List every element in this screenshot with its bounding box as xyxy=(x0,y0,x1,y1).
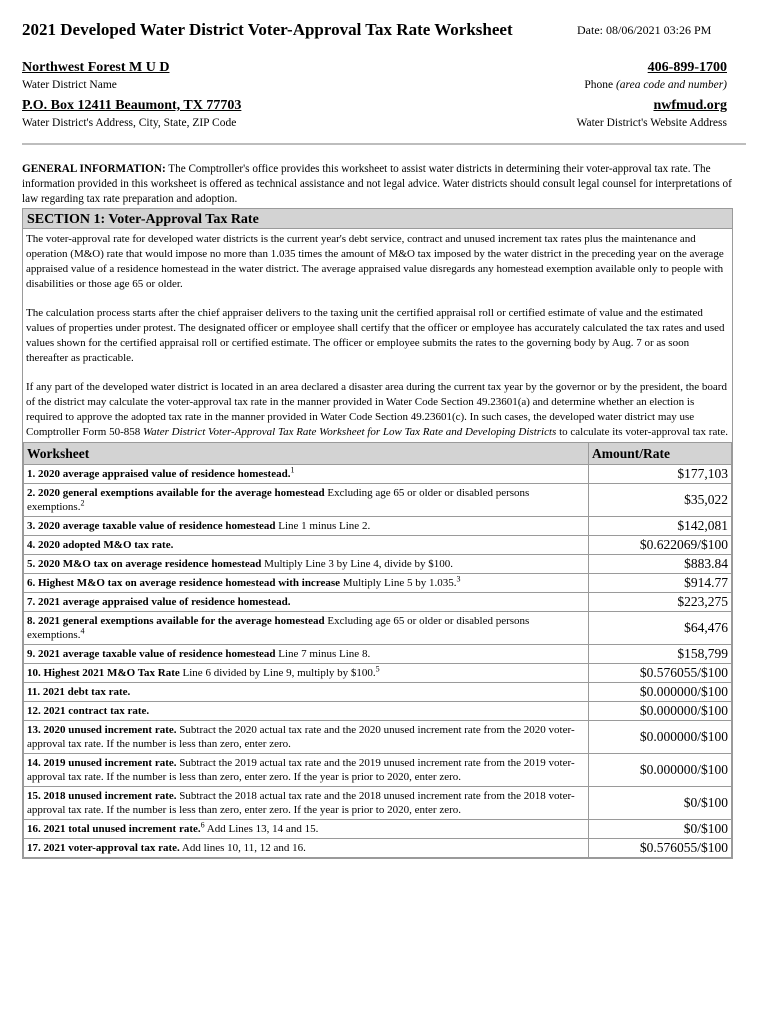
table-row xyxy=(24,555,732,574)
line-title: 6. Highest M&O tax on average residence homestead with increase xyxy=(27,577,341,589)
line-title: 12. 2021 contract tax rate. xyxy=(27,705,150,717)
line-instructions: Line 7 minus Line 8. xyxy=(275,648,371,660)
line-description xyxy=(24,536,589,555)
footnote-marker: 4 xyxy=(80,626,85,636)
district-website-block xyxy=(577,98,727,129)
line-amount: $177,103 xyxy=(589,465,732,484)
line-description xyxy=(24,517,589,536)
line-instructions: Line 6 divided by Line 9, multiply by $100. xyxy=(179,667,376,679)
line-instructions: Multiply Line 3 by Line 4, divide by $100. xyxy=(261,558,453,570)
section-1-paragraph-3: If any part of the developed water district is located in an area declared a disaster area during the current tax year by the governor or by the president, the board of the district may calculate the voter-approval tax rate in the manner provided in Water Code Section 49.23601(a) and determine whether an election is required to approve the adopted tax rate in the manner provided in Water Code Section 49.23601(c). In such cases, the developed water district may use Comptroller Form 50-858 Water District Voter-Approval Tax Rate Worksheet for Low Tax Rate and Developing Districts to calculate its voter-approval tax rate. xyxy=(26,381,729,438)
line-description xyxy=(24,555,589,574)
table-row xyxy=(24,612,732,645)
line-instructions: Add Lines 13, 14 and 15. xyxy=(204,823,319,835)
worksheet-column-header: Worksheet xyxy=(24,443,589,465)
table-row xyxy=(24,683,732,702)
page-title: 2021 Developed Water District Voter-Approval Tax Rate Worksheet xyxy=(22,20,513,39)
line-description xyxy=(24,721,589,754)
line-instructions: Line 1 minus Line 2. xyxy=(275,520,371,532)
district-name: Northwest Forest M U D xyxy=(22,60,170,75)
line-amount: $0.000000/$100 xyxy=(589,683,732,702)
line-description xyxy=(24,787,589,820)
line-description xyxy=(24,839,589,858)
table-row xyxy=(24,574,732,593)
district-address: P.O. Box 12411 Beaumont, TX 77703 xyxy=(22,98,242,113)
section-1-paragraph-2: The calculation process starts after the chief appraiser delivers to the taxing unit the certified appraisal roll or certified estimate of value and the estimated values of properties under protest. The designated officer or employee shall certify that the officer or employee has accurately calculated the tax rates and used values shown for the certified appraisal roll or certified estimate. The officer or employee submits the rates to the governing body by Aug. 7 or as soon thereafter as practicable. xyxy=(26,307,725,364)
line-title: 3. 2020 average taxable value of residence homestead xyxy=(27,520,276,532)
line-title: 15. 2018 unused increment rate. xyxy=(27,790,177,802)
line-amount: $64,476 xyxy=(589,612,732,645)
line-description xyxy=(24,754,589,787)
section-1 xyxy=(22,208,733,859)
line-description xyxy=(24,683,589,702)
line-amount: $914.77 xyxy=(589,574,732,593)
line-description xyxy=(24,664,589,683)
line-title: 11. 2021 debt tax rate. xyxy=(27,686,131,698)
table-row xyxy=(24,536,732,555)
district-phone-block xyxy=(584,60,727,91)
table-row xyxy=(24,664,732,683)
table-row xyxy=(24,820,732,839)
general-information-label: GENERAL INFORMATION: xyxy=(22,163,166,175)
district-address-block xyxy=(22,98,241,129)
line-amount: $0.622069/$100 xyxy=(589,536,732,555)
table-row xyxy=(24,484,732,517)
amount-column-header: Amount/Rate xyxy=(589,443,732,465)
worksheet-header-row xyxy=(24,443,732,465)
worksheet-rows xyxy=(24,465,732,858)
general-information-text: The Comptroller's office provides this worksheet to assist water districts in determining their voter-approval tax rate. The information provided in this worksheet is offered as technical assistance and not legal advice. Water districts should consult legal counsel for interpretations of law regarding tax rate preparation and adoption. xyxy=(22,163,732,205)
table-row xyxy=(24,465,732,484)
line-title: 14. 2019 unused increment rate. xyxy=(27,757,177,769)
line-description xyxy=(24,645,589,664)
line-amount: $35,022 xyxy=(589,484,732,517)
line-description xyxy=(24,612,589,645)
district-phone: 406-899-1700 xyxy=(647,60,727,75)
line-title: 10. Highest 2021 M&O Tax Rate xyxy=(27,667,180,679)
line-title: 4. 2020 adopted M&O tax rate. xyxy=(27,539,174,551)
line-amount: $0/$100 xyxy=(589,820,732,839)
line-amount: $0.000000/$100 xyxy=(589,702,732,721)
line-title: 7. 2021 average appraised value of residence homestead. xyxy=(27,596,291,608)
line-title: 8. 2021 general exemptions available for the average homestead xyxy=(27,615,325,627)
line-title: 5. 2020 M&O tax on average residence homestead xyxy=(27,558,262,570)
line-title: 9. 2021 average taxable value of residence homestead xyxy=(27,648,276,660)
line-title: 17. 2021 voter-approval tax rate. xyxy=(27,842,180,854)
table-row xyxy=(24,787,732,820)
section-1-title: SECTION 1: Voter-Approval Tax Rate xyxy=(23,209,732,229)
worksheet-table xyxy=(23,442,732,858)
line-amount: $223,275 xyxy=(589,593,732,612)
table-row xyxy=(24,702,732,721)
header-divider xyxy=(22,143,746,145)
district-phone-label: Phone (area code and number) xyxy=(584,79,727,91)
section-1-paragraph-1: The voter-approval rate for developed water districts is the current year's debt service, contract and unused increment tax rates plus the maintenance and operation (M&O) rate that would impose no more than 1.035 times the amount of M&O tax imposed by the water district in the preceding year on the average appraised value of a residence homestead in the water district. The average appraised value disregards any homestead exemption available only to people with disabilities or those age 65 or older. xyxy=(26,233,724,290)
line-description xyxy=(24,593,589,612)
line-description xyxy=(24,465,589,484)
line-description xyxy=(24,484,589,517)
footnote-marker: 3 xyxy=(456,574,461,584)
table-row xyxy=(24,721,732,754)
line-instructions: Multiply Line 5 by 1.035. xyxy=(340,577,457,589)
table-row xyxy=(24,839,732,858)
district-name-label: Water District Name xyxy=(22,79,117,91)
line-title: 13. 2020 unused increment rate. xyxy=(27,724,177,736)
line-title: 1. 2020 average appraised value of residence homestead. xyxy=(27,468,291,480)
table-row xyxy=(24,517,732,536)
table-row xyxy=(24,754,732,787)
district-address-label: Water District's Address, City, State, ZIP Code xyxy=(22,117,237,129)
line-amount: $0.000000/$100 xyxy=(589,754,732,787)
footnote-marker: 2 xyxy=(80,498,85,508)
footnote-marker: 1 xyxy=(290,465,295,475)
line-instructions: Subtract the 2019 actual tax rate and the 2019 unused increment rate from the 2019 voter-approval tax rate. If the number is less than zero, enter zero. If the year is prior to 2020, enter zero. xyxy=(27,757,575,783)
section-1-body xyxy=(23,229,732,440)
line-instructions: Excluding age 65 or older or disabled persons exemptions. xyxy=(27,615,530,641)
line-instructions: Subtract the 2020 actual tax rate and the 2020 unused increment rate from the 2020 voter-approval tax rate. If the number is less than zero, enter zero. xyxy=(27,724,575,750)
line-amount: $0/$100 xyxy=(589,787,732,820)
footnote-marker: 5 xyxy=(375,664,380,674)
line-amount: $0.000000/$100 xyxy=(589,721,732,754)
line-amount: $142,081 xyxy=(589,517,732,536)
line-instructions: Add lines 10, 11, 12 and 16. xyxy=(179,842,306,854)
line-amount: $158,799 xyxy=(589,645,732,664)
line-amount: $0.576055/$100 xyxy=(589,664,732,683)
line-description xyxy=(24,702,589,721)
line-amount: $883.84 xyxy=(589,555,732,574)
district-name-block xyxy=(22,60,169,91)
line-instructions: Excluding age 65 or older or disabled persons exemptions. xyxy=(27,487,530,513)
table-row xyxy=(24,593,732,612)
line-description xyxy=(24,574,589,593)
line-instructions: Subtract the 2018 actual tax rate and the 2018 unused increment rate from the 2018 voter-approval tax rate. If the number is less than zero, enter zero. If the year is prior to 2020, enter zero. xyxy=(27,790,575,816)
date-stamp: Date: 08/06/2021 03:26 PM xyxy=(577,23,712,37)
footnote-marker: 6 xyxy=(200,820,205,830)
district-website-label: Water District's Website Address xyxy=(576,117,727,129)
general-information xyxy=(22,162,744,207)
district-website[interactable]: nwfmud.org xyxy=(653,98,727,113)
line-title: 16. 2021 total unused increment rate. xyxy=(27,823,201,835)
line-description xyxy=(24,820,589,839)
table-row xyxy=(24,645,732,664)
line-amount: $0.576055/$100 xyxy=(589,839,732,858)
line-title: 2. 2020 general exemptions available for the average homestead xyxy=(27,487,325,499)
